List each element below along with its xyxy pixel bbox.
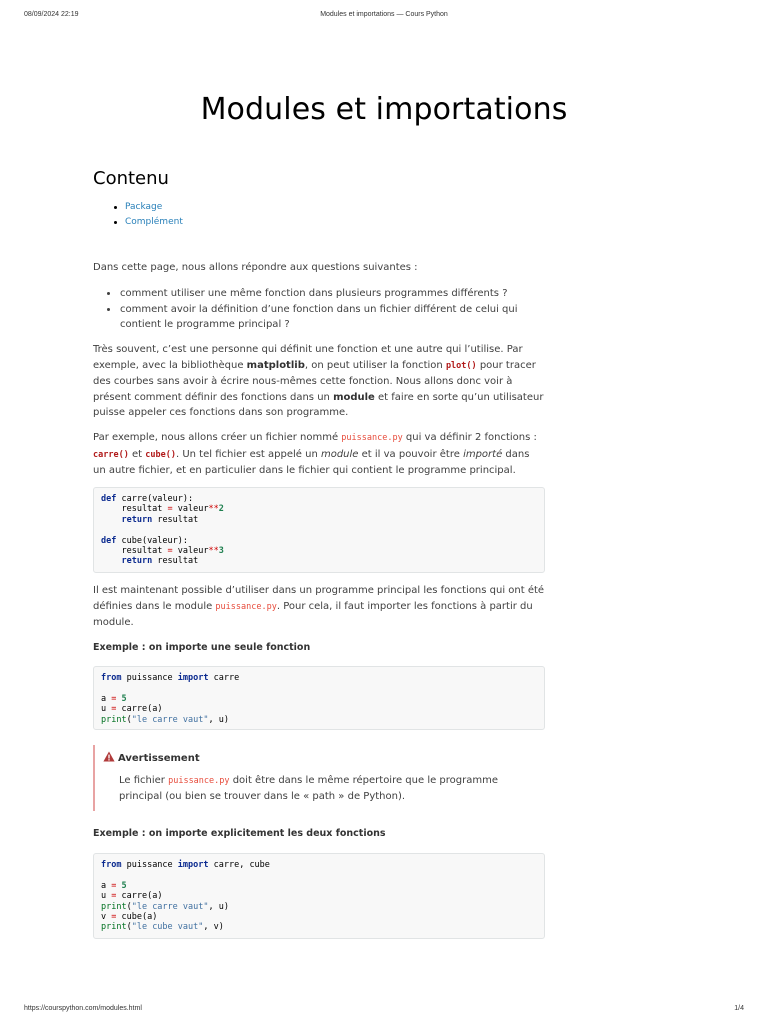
page-title: Modules et importations	[200, 92, 568, 127]
code-puissance-file: puissance.py	[341, 433, 403, 443]
print-doc-title: Modules et importations — Cours Python	[320, 11, 448, 18]
example-heading-single: Exemple : on importe une seule fonction	[93, 642, 311, 653]
code-block-example-both	[93, 853, 545, 939]
paragraph-import: Il est maintenant possible d’utiliser dans un programme principal les fonctions qui ont été définies dans le module puissance.py. Pour cela, il faut importer les fonctions à partir du module.	[93, 585, 545, 628]
question-item: comment utiliser une même fonction dans plusieurs programmes différents ?	[93, 286, 545, 302]
example-heading-both: Exemple : on importe explicitement les deux fonctions	[93, 828, 386, 839]
code-puissance-file: puissance.py	[168, 776, 230, 786]
intro-lead: Dans cette page, nous allons répondre aux questions suivantes :	[93, 262, 418, 273]
toc-link-complement[interactable]: Complément	[125, 217, 183, 227]
code-puissance-file: puissance.py	[215, 601, 277, 612]
print-page-number: 1/4	[734, 1005, 744, 1012]
code-content: from puissance import carre, cube a = 5 u = carre(a) print("le carre vaut", u) v = cube(a) print("le cube vaut", v)	[101, 860, 270, 933]
code-plot: plot()	[445, 360, 477, 371]
toc-list	[113, 200, 183, 230]
question-item: comment avoir la définition d’une fonction dans un fichier différent de celui qui contient le programme principal ?	[93, 302, 545, 333]
warning-body: Le fichier puissance.py doit être dans le même répertoire que le programme principal (ou bien se trouver dans le « path » de Python).	[119, 775, 499, 802]
toc-item	[113, 215, 183, 230]
paragraph-puissance: Par exemple, nous allons créer un fichier nommé puissance.py qui va définir 2 fonctions : carre() et cube(). Un tel fichier est appelé un module et il va pouvoir être importé dans un autre fichier, et en particulier dans le fichier qui contient le programme principal.	[93, 432, 537, 476]
print-footer	[24, 1005, 744, 1017]
toc-item	[113, 200, 183, 215]
print-url: https://courspython.com/modules.html	[24, 1005, 142, 1012]
paragraph-matplotlib: Très souvent, c’est une personne qui définit une fonction et une autre qui l’utilise. Par exemple, avec la bibliothèque matplotlib, on peut utiliser la fonction plot() pour tracer des courbes sans avoir à écrire nous-mêmes cette fonction. Nous allons donc voir à présent comment définir des fonctions dans un module et faire en sorte qu’un utilisateur puisse appeler ces fonctions dans son programme.	[93, 344, 544, 418]
toc-link-package[interactable]: Package	[125, 202, 163, 212]
warning-icon	[103, 751, 115, 762]
code-block-puissance	[93, 487, 545, 573]
code-carre: carre()	[93, 449, 129, 460]
bold-module: module	[333, 391, 375, 403]
code-cube: cube()	[145, 449, 176, 460]
code-content: def carre(valeur): resultat = valeur**2 return resultat def cube(valeur): resultat = valeur**3 return resultat	[101, 494, 224, 567]
print-datetime: 08/09/2024 22:19	[24, 11, 79, 18]
warning-title: Avertissement	[103, 751, 200, 764]
questions-list	[93, 286, 545, 333]
bold-matplotlib: matplotlib	[246, 359, 305, 371]
code-content: from puissance import carre a = 5 u = carre(a) print("le carre vaut", u)	[101, 673, 240, 725]
print-header	[24, 11, 744, 23]
warning-admonition	[93, 745, 545, 811]
code-block-example-single	[93, 666, 545, 730]
toc-title: Contenu	[93, 168, 169, 189]
